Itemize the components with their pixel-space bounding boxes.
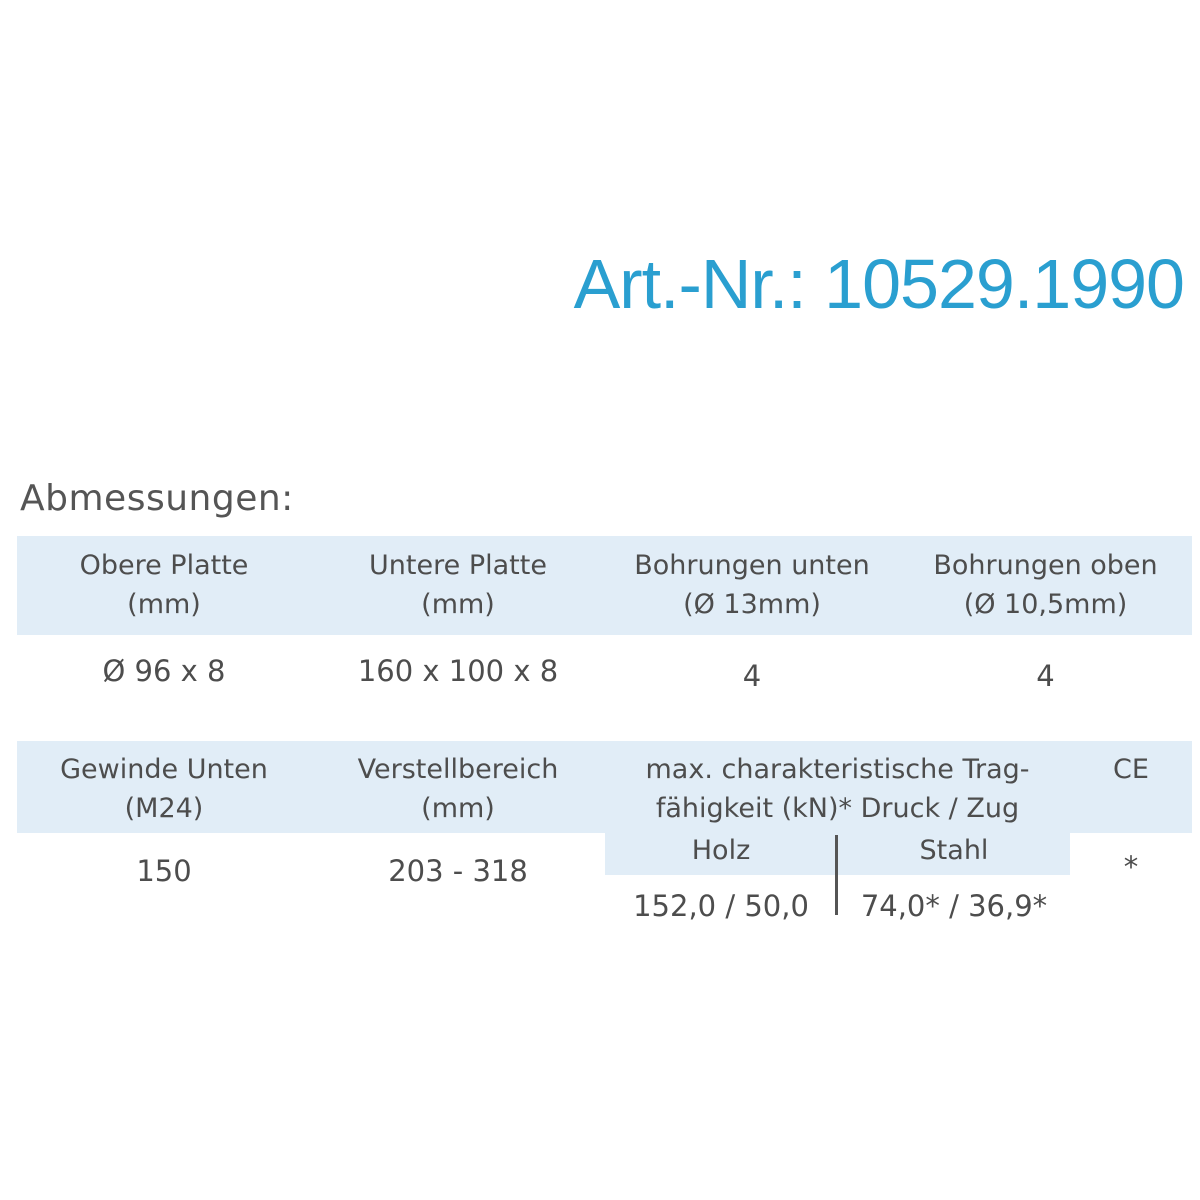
header-line: (Ø 13mm): [683, 589, 821, 620]
header-line: fähigkeit (kN)* Druck / Zug: [655, 793, 1020, 824]
article-number: Art.-Nr.: 10529.1990: [573, 245, 1184, 323]
header-line: Verstellbereich: [357, 754, 559, 785]
header-line: (M24): [124, 793, 204, 824]
table2-value-stahl: 74,0* / 36,9*: [860, 889, 1048, 923]
table1-value-untere-platte: 160 x 100 x 8: [357, 654, 559, 688]
table2-header-verstellbereich: [311, 750, 605, 828]
table2-value-ce: *: [1123, 850, 1139, 884]
table2-value-gewinde: 150: [136, 854, 192, 888]
table2-value-verstellbereich: 203 - 318: [388, 854, 528, 888]
table1-value-bohrungen-unten: 4: [742, 659, 762, 693]
table1-value-obere-platte: Ø 96 x 8: [102, 654, 226, 688]
header-line: (Ø 10,5mm): [963, 589, 1128, 620]
table1-value-bohrungen-oben: 4: [1036, 659, 1055, 693]
table2-value-holz: 152,0 / 50,0: [633, 889, 809, 923]
header-line: Bohrungen unten: [634, 550, 870, 581]
section-title: Abmessungen:: [20, 478, 294, 519]
subheader-holz: Holz: [691, 835, 751, 866]
table2-header-ce: [1070, 750, 1192, 789]
table1-header-bohrungen-oben: [899, 546, 1192, 624]
table1-header-obere-platte: [17, 546, 311, 624]
header-line: Bohrungen oben: [933, 550, 1158, 581]
subheader-stahl: Stahl: [919, 835, 989, 866]
header-line: Gewinde Unten: [60, 754, 268, 785]
table2-header-tragfaehigkeit: [605, 750, 1070, 828]
table1-header-bohrungen-unten: [605, 546, 899, 624]
table1-header-untere-platte: [311, 546, 605, 624]
header-line: Obere Platte: [79, 550, 249, 581]
header-line: Untere Platte: [369, 550, 547, 581]
header-line: max. charakteristische Trag-: [645, 754, 1030, 785]
header-line: (mm): [421, 793, 495, 824]
header-line: (mm): [421, 589, 495, 620]
table2-header-gewinde: [17, 750, 311, 828]
header-line: CE: [1113, 754, 1149, 785]
header-line: (mm): [127, 589, 201, 620]
